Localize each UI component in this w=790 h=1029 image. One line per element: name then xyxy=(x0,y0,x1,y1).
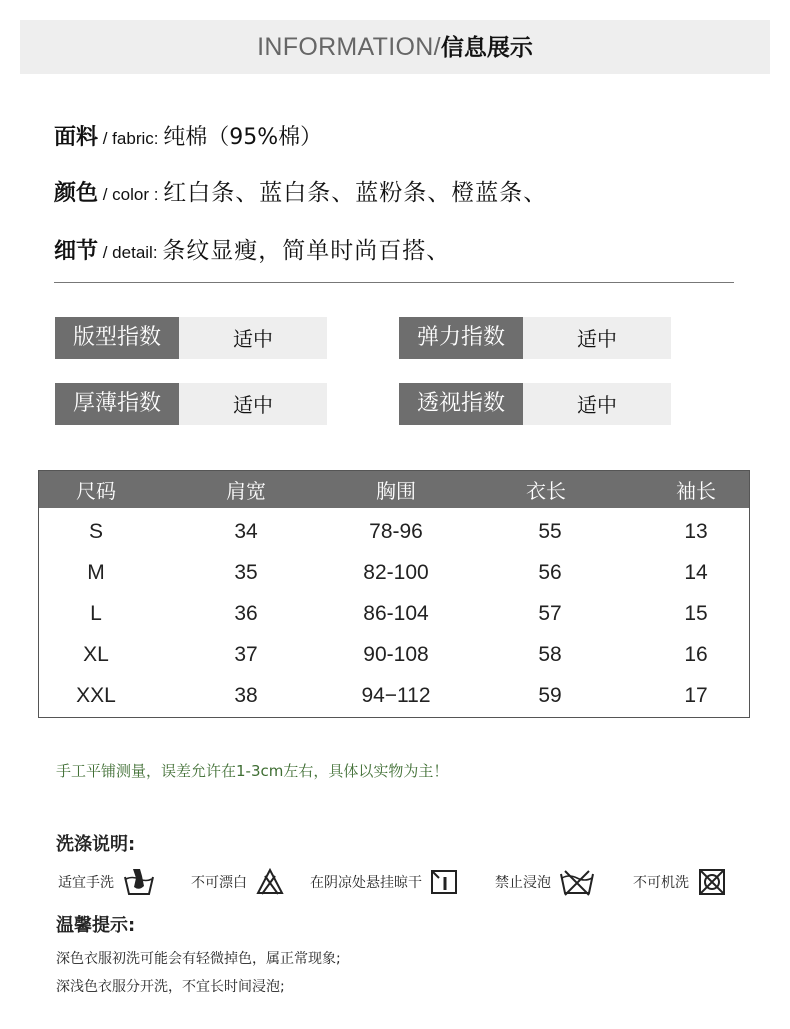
care-hand-wash xyxy=(58,867,156,897)
hand-wash-icon xyxy=(122,867,156,897)
table-cell: 56 xyxy=(538,561,562,584)
care-no-soak xyxy=(495,867,595,897)
section-divider xyxy=(54,282,734,283)
table-cell: 90-108 xyxy=(363,643,429,666)
care-hang-dry-label: 在阴凉处悬挂晾干 xyxy=(310,875,422,891)
header-shoulder: 肩宽 xyxy=(226,479,266,503)
spec-color-label: 颜色 xyxy=(54,181,99,206)
table-cell: L xyxy=(90,602,102,625)
table-cell: 16 xyxy=(684,643,708,666)
index-elasticity-label: 弹力指数 xyxy=(399,317,523,359)
spec-detail-label: 细节 xyxy=(54,239,99,264)
header-chest: 胸围 xyxy=(376,479,416,503)
index-transparency-label: 透视指数 xyxy=(399,383,523,425)
table-cell: 57 xyxy=(538,602,562,625)
index-thickness-label: 厚薄指数 xyxy=(55,383,179,425)
table-cell: 37 xyxy=(234,643,258,666)
banner-title-cn: 信息展示 xyxy=(440,35,533,61)
table-cell: 55 xyxy=(538,520,562,543)
table-cell: 36 xyxy=(234,602,258,625)
index-thickness-value: 适中 xyxy=(179,383,327,425)
care-no-machine-wash-label: 不可机洗 xyxy=(633,875,689,891)
table-cell: 94−112 xyxy=(361,684,431,707)
header-length: 衣长 xyxy=(526,479,566,503)
table-cell: S xyxy=(88,520,103,543)
spec-detail-sub: / detail: xyxy=(98,243,163,262)
banner-title-en: INFORMATION/ xyxy=(257,33,441,61)
table-cell: 15 xyxy=(684,602,708,625)
table-cell: 35 xyxy=(234,561,258,584)
care-no-bleach-label: 不可漂白 xyxy=(191,875,247,891)
spec-color xyxy=(54,174,547,207)
care-hand-wash-label: 适宜手洗 xyxy=(58,875,114,891)
table-cell: 13 xyxy=(684,520,708,543)
header-sleeve: 袖长 xyxy=(676,479,716,503)
care-no-machine-wash xyxy=(633,867,727,897)
size-table xyxy=(38,470,750,718)
index-elasticity xyxy=(399,317,671,359)
table-row xyxy=(39,552,749,593)
table-cell: 86-104 xyxy=(363,602,429,625)
spec-fabric-value: 纯棉（95%棉） xyxy=(163,125,323,150)
care-hang-dry xyxy=(310,867,458,897)
table-row xyxy=(39,675,749,716)
no-soak-icon xyxy=(559,868,595,896)
tip-line-2: 深浅色衣服分开洗，不宜长时间浸泡; xyxy=(56,979,285,995)
table-row xyxy=(39,593,749,634)
spec-fabric-label: 面料 xyxy=(54,125,99,150)
tips-title: 温馨提示: xyxy=(56,915,136,936)
spec-fabric-sub: / fabric: xyxy=(98,129,164,148)
washing-title: 洗涤说明: xyxy=(56,834,136,855)
index-thickness xyxy=(55,383,327,425)
size-table-header xyxy=(39,471,749,508)
table-cell: 59 xyxy=(538,684,562,707)
index-fit-label: 版型指数 xyxy=(55,317,179,359)
spec-color-sub: / color : xyxy=(98,185,164,204)
table-cell: 17 xyxy=(684,684,708,707)
table-cell: M xyxy=(87,561,105,584)
spec-color-value: 红白条、蓝白条、蓝粉条、橙蓝条、 xyxy=(163,180,548,206)
spec-detail-value: 条纹显瘦，简单时尚百搭、 xyxy=(162,238,451,264)
table-cell: 34 xyxy=(234,520,258,543)
table-cell: XL xyxy=(83,643,109,666)
hang-dry-shade-icon xyxy=(430,868,458,896)
table-cell: 82-100 xyxy=(363,561,429,584)
care-no-soak-label: 禁止浸泡 xyxy=(495,875,551,891)
measurement-note: 手工平铺测量，误差允许在1-3cm左右，具体以实物为主！ xyxy=(56,762,449,780)
table-cell: 38 xyxy=(234,684,258,707)
table-cell: 14 xyxy=(684,561,708,584)
no-machine-wash-icon xyxy=(697,867,727,897)
spec-detail xyxy=(54,232,450,265)
index-fit-value: 适中 xyxy=(179,317,327,359)
table-row xyxy=(39,511,749,552)
header-size: 尺码 xyxy=(76,479,116,503)
no-bleach-icon xyxy=(255,867,285,897)
index-transparency-value: 适中 xyxy=(523,383,671,425)
index-transparency xyxy=(399,383,671,425)
tip-line-1: 深色衣服初洗可能会有轻微掉色，属正常现象; xyxy=(56,951,341,967)
index-fit xyxy=(55,317,327,359)
care-no-bleach xyxy=(191,867,285,897)
table-cell: 58 xyxy=(538,643,562,666)
table-row xyxy=(39,634,749,675)
table-cell: XXL xyxy=(76,684,116,707)
index-elasticity-value: 适中 xyxy=(523,317,671,359)
spec-fabric xyxy=(54,120,322,151)
table-cell: 78-96 xyxy=(369,520,423,543)
info-banner xyxy=(20,20,770,74)
